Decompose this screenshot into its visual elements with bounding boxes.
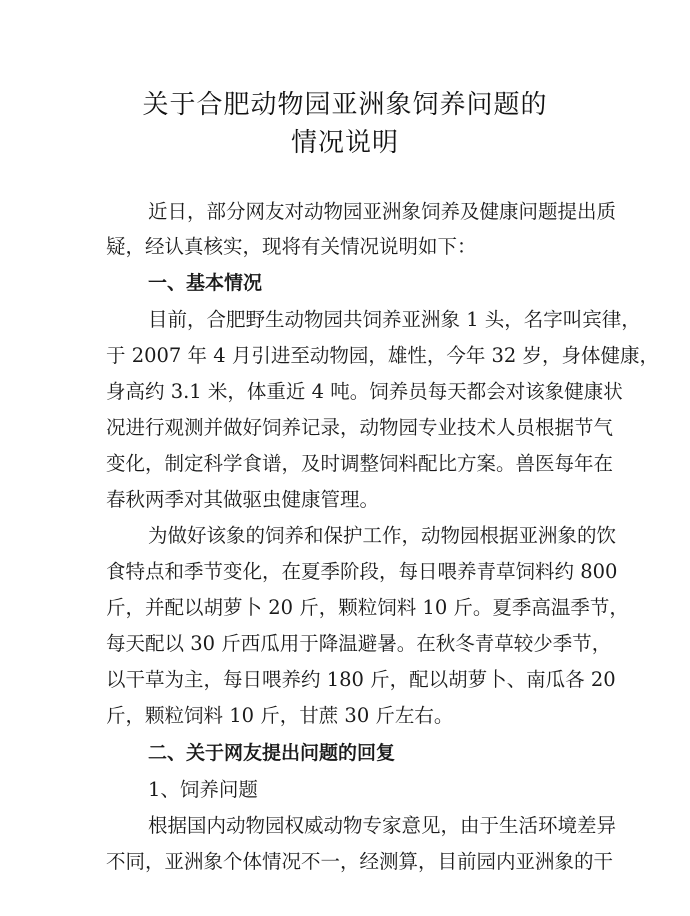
- paragraph-line: 变化，制定科学食谱，及时调整饲料配比方案。兽医每年在: [106, 452, 614, 475]
- section2-heading: 二、关于网友提出问题的回复: [148, 742, 396, 764]
- intro-line: 近日，部分网友对动物园亚洲象饲养及健康问题提出质: [148, 200, 617, 223]
- paragraph-line: 况进行观测并做好饲养记录，动物园专业技术人员根据节气: [106, 416, 614, 439]
- doc-title-line2: 情况说明: [290, 128, 399, 158]
- paragraph-line: 于 2007 年 4 月引进至动物园，雄性，今年 32 岁，身体健康，: [106, 344, 660, 367]
- paragraph-line: 春秋两季对其做驱虫健康管理。: [106, 488, 380, 511]
- paragraph-line: 以干草为主，每日喂养约 180 斤，配以胡萝卜、南瓜各 20: [106, 668, 616, 691]
- section2-subheading: 1、饲养问题: [148, 778, 258, 801]
- paragraph-line: 斤，颗粒饲料 10 斤，甘蔗 30 斤左右。: [106, 704, 454, 727]
- intro-line: 疑，经认真核实，现将有关情况说明如下：: [106, 235, 477, 258]
- paragraph-line: 每天配以 30 斤西瓜用于降温避暑。在秋冬青草较少季节，: [106, 632, 612, 655]
- paragraph-line: 食特点和季节变化，在夏季阶段，每日喂养青草饲料约 800: [106, 560, 618, 583]
- section1-heading: 一、基本情况: [148, 272, 263, 294]
- paragraph-line: 为做好该象的饲养和保护工作，动物园根据亚洲象的饮: [148, 524, 617, 547]
- paragraph-line: 斤，并配以胡萝卜 20 斤，颗粒饲料 10 斤。夏季高温季节，: [106, 596, 629, 619]
- paragraph-line: 不同，亚洲象个体情况不一，经测算，目前园内亚洲象的干: [106, 850, 614, 873]
- paragraph-line: 根据国内动物园权威动物专家意见，由于生活环境差异: [148, 814, 617, 837]
- doc-title-line1: 关于合肥动物园亚洲象饲养问题的: [142, 90, 548, 120]
- paragraph-line: 目前，合肥野生动物园共饲养亚洲象 1 头，名字叫宾律，: [148, 308, 641, 331]
- paragraph-line: 身高约 3.1 米，体重近 4 吨。饲养员每天都会对该象健康状: [106, 380, 623, 403]
